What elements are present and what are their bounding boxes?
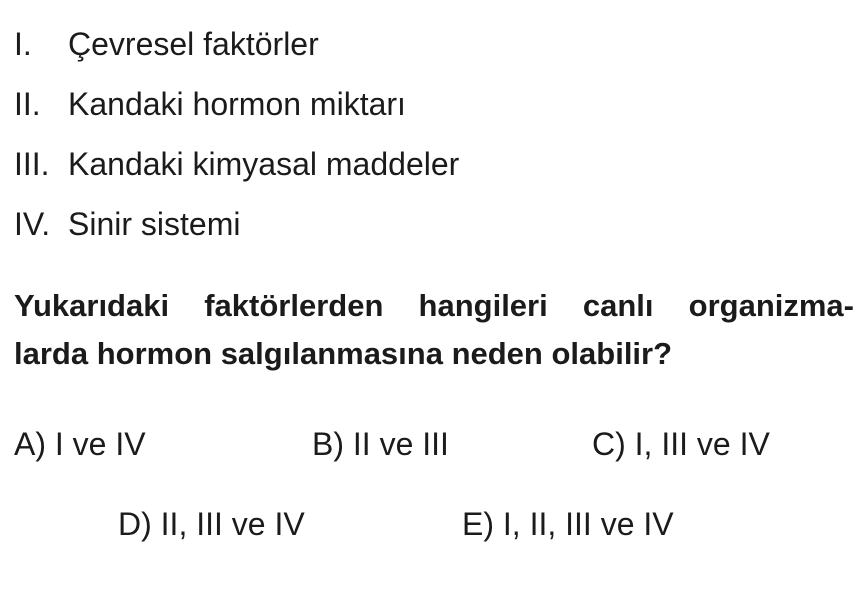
statement-numeral: I. [14,26,32,62]
statement-list [14,14,459,254]
answer-option-c[interactable]: C) I, III ve IV [592,426,770,462]
answer-option-b[interactable]: B) II ve III [312,426,449,462]
statement-numeral: IV. [14,206,51,242]
statement-text: Kandaki hormon miktarı [68,86,406,122]
statement-item-4 [14,194,459,254]
question-line-2: larda hormon salgılanmasına neden olabilir? [14,336,673,371]
question-line-1: Yukarıdaki faktörlerden hangileri canlı organizma- [14,288,854,323]
answer-option-a[interactable]: A) I ve IV [14,426,146,462]
statement-item-1 [14,14,459,74]
answer-option-d[interactable]: D) II, III ve IV [118,506,305,542]
question-stem [14,282,854,378]
statement-item-3 [14,134,459,194]
statement-numeral: III. [14,146,50,182]
statement-text: Kandaki kimyasal maddeler [68,146,460,182]
statement-text: Çevresel faktörler [68,26,319,62]
statement-numeral: II. [14,86,41,122]
statement-item-2 [14,74,459,134]
statement-text: Sinir sistemi [68,206,241,242]
answer-option-e[interactable]: E) I, II, III ve IV [462,506,674,542]
